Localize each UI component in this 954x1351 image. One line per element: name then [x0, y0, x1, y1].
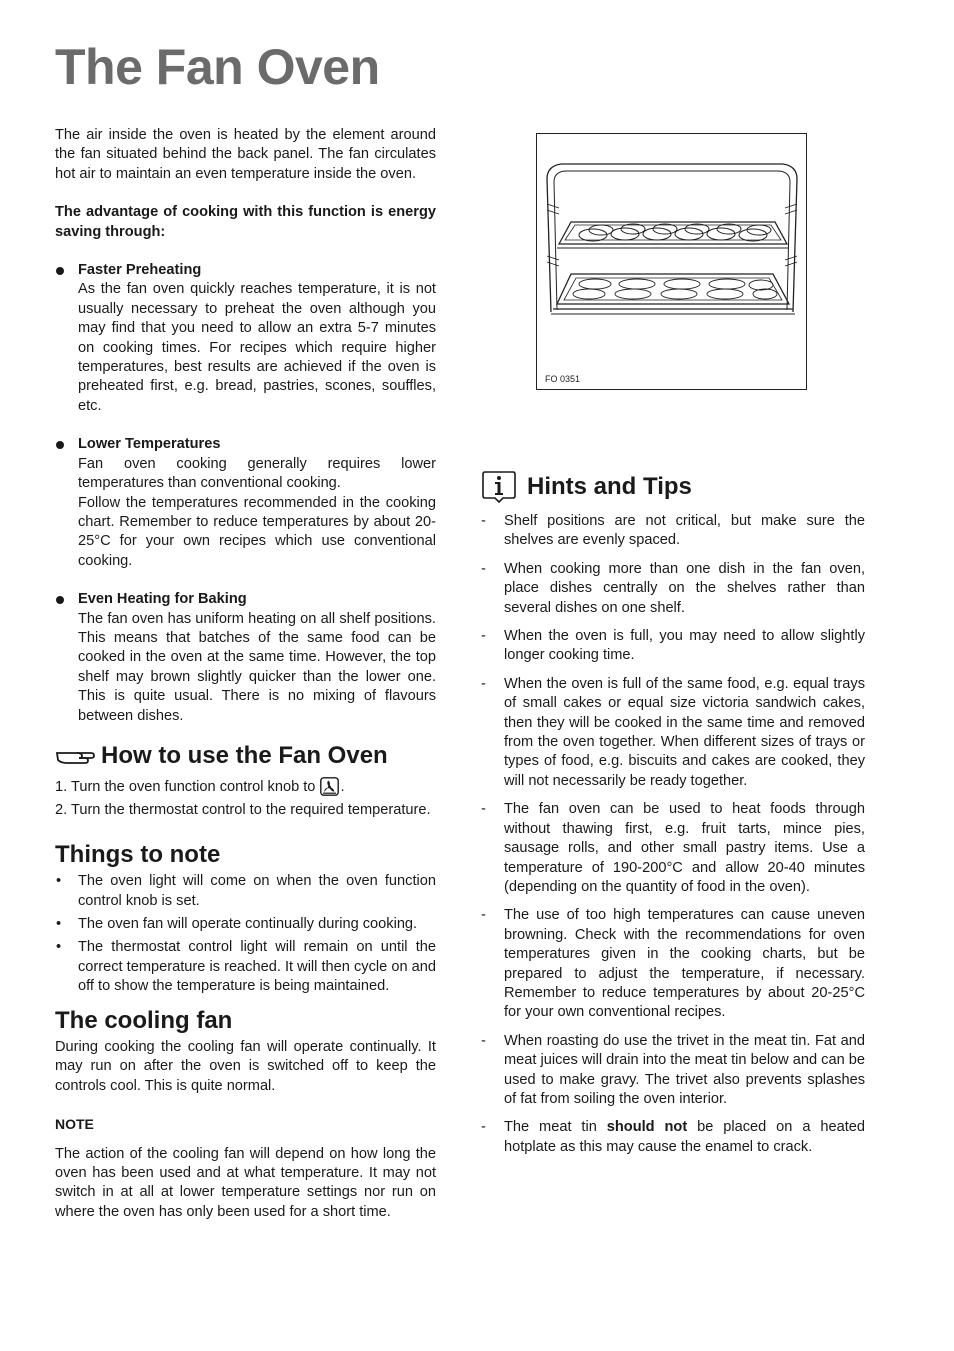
list-item-text: The oven fan will operate continually during cooking.	[78, 916, 418, 932]
info-icon	[481, 470, 517, 504]
things-to-note-list	[55, 872, 436, 996]
bullet-text-continued: Follow the temperatures recommended in the cooking chart. Remember to reduce temperatures by about 20-25°C for your own recipes which use conventional cooking.	[78, 494, 436, 569]
list-item-text: Shelf positions are not critical, but make sure the shelves are evenly spaced.	[504, 513, 865, 549]
hints-list	[481, 512, 865, 1157]
bullet-text: Fan oven cooking generally requires lower temperatures than conventional cooking.	[78, 455, 436, 492]
list-item: - When cooking more than one dish in the fan oven, place dishes centrally on the shelves rather than several dishes on one shelf.	[481, 560, 865, 616]
list-item-text: When the oven is full, you may need to allow slightly longer cooking time.	[504, 628, 865, 664]
list-item: - The fan oven can be used to heat foods through without thawing first, e.g. fruit tarts, mince pies, sausage rolls, and other small pastry items. Use a temperature of 190-200°C and allow 20-40 minutes (depending on the quantity of food in the oven).	[481, 801, 865, 895]
last-hint-end: be placed on a heated hotplate as this may cause the enamel to crack.	[504, 1119, 865, 1155]
page-title: The Fan Oven	[55, 39, 380, 95]
bullet-dot-icon	[56, 596, 64, 604]
step-1-end: .	[340, 778, 345, 795]
list-item-text: When cooking more than one dish in the fan oven, place dishes centrally on the shelves rather than several dishes on one shelf.	[504, 560, 865, 616]
bullet-dot-icon	[56, 267, 64, 275]
how-to-steps	[55, 777, 436, 821]
note-heading: NOTE	[55, 1116, 94, 1133]
list-item: - When the oven is full of the same food, e.g. equal trays of small cakes or equal size victoria sandwich cakes, then they will be cooked in the same time and removed from the oven together. When different sizes of trays or types of food, e.g. biscuits and cakes are cooked, they will not necessarily be ready together.	[481, 675, 865, 789]
oven-interior-drawing	[537, 134, 808, 391]
bullet-heading: Faster Preheating	[78, 262, 202, 279]
bullet-faster-preheating	[55, 261, 436, 416]
last-hint-start: The meat tin	[504, 1119, 597, 1136]
how-to-heading-text: How to use the Fan Oven	[101, 742, 388, 770]
hints-heading	[481, 470, 865, 504]
intro-paragraph: The air inside the oven is heated by the element around the fan situated behind the back panel. The fan circulates hot air to maintain an even temperature inside the oven.	[55, 127, 436, 182]
step-1-text: 1. Turn the oven function control knob to	[55, 778, 316, 795]
bullet-even-heating	[55, 590, 436, 726]
cooling-fan-heading: The cooling fan	[55, 1006, 233, 1034]
list-item: - Shelf positions are not critical, but make sure the shelves are evenly spaced.	[481, 513, 865, 549]
cooling-fan-text: During cooking the cooling fan will operate continually. It may run on after the oven is switched off to keep the controls cool. This is quite normal.	[55, 1039, 436, 1094]
bullet-text: The fan oven has uniform heating on all shelf positions. This means that batches of the same food can be cooked in the oven at the same time. However, the top shelf may brown slightly quicker than the lower one. This is quite usual. There is no mixing of flavours between dishes.	[78, 610, 436, 724]
bullet-heading: Even Heating for Baking	[78, 591, 247, 608]
advantage-paragraph: The advantage of cooking with this function is energy saving through:	[55, 204, 436, 240]
bullet-heading: Lower Temperatures	[78, 436, 221, 453]
list-item-text	[504, 1119, 865, 1154]
list-item: • The thermostat control light will remain on until the correct temperature is reached. It will then cycle on and off to show the temperature is being maintained.	[56, 939, 436, 995]
bullet-text: As the fan oven quickly reaches temperature, it is not usually necessary to preheat the oven although you may find that you need to allow an extra 5-7 minutes on cooking times. For recipes which require higher temperatures, best results are achieved if the oven is preheated first, e.g. bread, pastries, scones, souffles, etc.	[78, 281, 436, 414]
list-item: - When roasting do use the trivet in the meat tin. Fat and meat juices will drain into the meat tin below and can be used to make gravy. The trivet also prevents splashes of fat from soiling the oven interior.	[481, 1032, 865, 1107]
bullet-dot-icon	[56, 441, 64, 449]
left-column	[55, 126, 436, 1222]
list-item-text: The thermostat control light will remain on until the correct temperature is reached. It will then cycle on and off to show the temperature is being maintained.	[78, 939, 436, 995]
list-item-text: When roasting do use the trivet in the meat tin. Fat and meat juices will drain into the meat tin below and can be used to make gravy. The trivet also prevents splashes of fat from soiling the oven interior.	[504, 1032, 865, 1107]
hints-heading-text: Hints and Tips	[527, 473, 692, 501]
oven-illustration	[536, 133, 807, 390]
last-hint-emphasis: should not	[606, 1119, 688, 1136]
list-item: • The oven fan will operate continually during cooking.	[56, 916, 418, 932]
list-item: - When the oven is full, you may need to allow slightly longer cooking time.	[481, 628, 865, 664]
step-2: 2. Turn the thermostat control to the required temperature.	[55, 802, 431, 819]
how-to-heading	[55, 742, 436, 770]
note-text: The action of the cooling fan will depend on how long the oven has been used and at what temperature. It may not switch in at all at lower temperature settings nor run on where the oven has only been used for a short time.	[55, 1145, 436, 1220]
list-item-text: The fan oven can be used to heat foods through without thawing first, e.g. fruit tarts, mince pies, sausage rolls, and other small pastry items. Use a temperature of 190-200°C and allow 20-40 minutes (depending on the quantity of food in the oven).	[504, 801, 865, 895]
list-item: - The meat tin should not be placed on a heated hotplate as this may cause the enamel to crack.	[481, 1119, 865, 1155]
step-1	[55, 777, 436, 797]
list-item-text: When the oven is full of the same food, e.g. equal trays of small cakes or equal size victoria sandwich cakes, then they will be cooked in the same time and removed from the oven together. When different sizes of trays or types of food, e.g. biscuits and cakes are cooked, they will not necessarily be ready together.	[504, 675, 865, 789]
figure-code: FO 0351	[545, 374, 581, 384]
list-item: - The use of too high temperatures can cause uneven browning. Check with the recommendations for oven temperatures given in the cooking charts, but be prepared to adjust the temperature, if necessary. Remember to reduce temperatures by about 20-25°C for your own conventional recipes.	[481, 907, 865, 1021]
bullet-lower-temperatures	[55, 435, 436, 571]
things-to-note-heading: Things to note	[55, 840, 221, 868]
fan-oven-symbol-icon	[320, 777, 339, 796]
list-item-text: The oven light will come on when the oven function control knob is set.	[78, 873, 436, 909]
pointing-hand-icon	[55, 745, 95, 767]
list-item-text: The use of too high temperatures can cause uneven browning. Check with the recommendations for oven temperatures given in the cooking charts, but be prepared to adjust the temperature, if necessary. Remember to reduce temperatures by about 20-25°C for your own conventional recipes.	[504, 907, 865, 1021]
list-item: • The oven light will come on when the oven function control knob is set.	[56, 873, 436, 909]
right-column	[481, 470, 865, 1166]
